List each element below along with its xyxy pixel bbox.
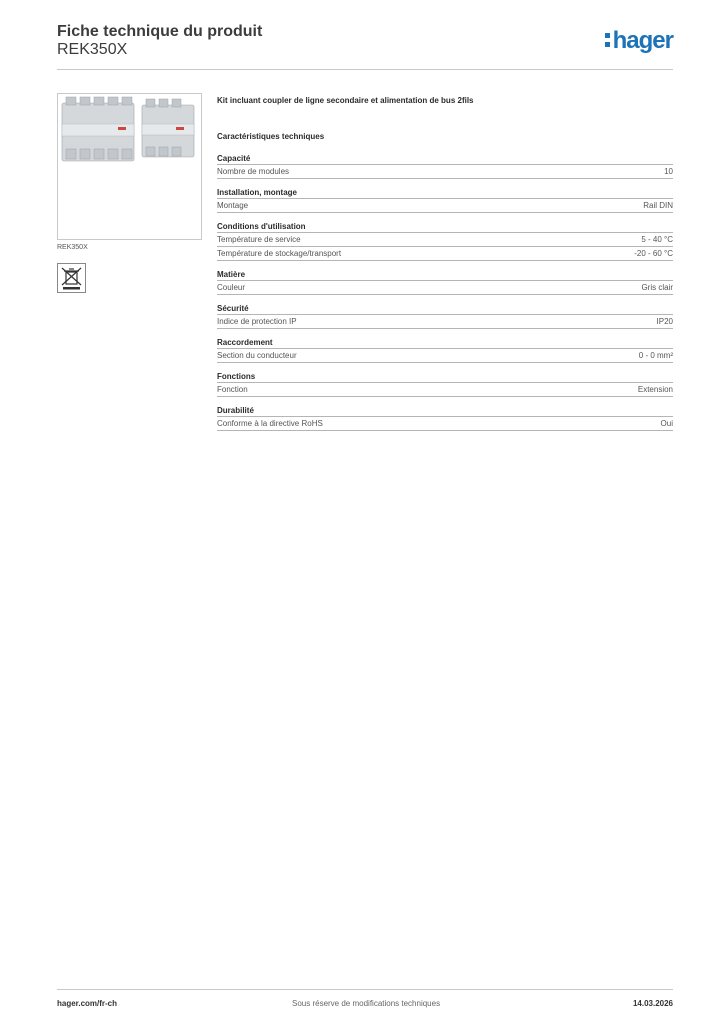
spec-value: 5 - 40 °C: [641, 235, 673, 244]
page-footer: [57, 989, 673, 1009]
spec-group: [217, 153, 673, 179]
spec-label: Montage: [217, 201, 249, 210]
spec-group: [217, 221, 673, 261]
spec-label: Température de service: [217, 235, 301, 244]
spec-group-title: Conditions d'utilisation: [217, 221, 673, 233]
spec-value: Extension: [637, 385, 673, 394]
spec-label: Section du conducteur: [217, 351, 297, 360]
spec-row: [217, 349, 673, 363]
spec-label: Température de stockage/transport: [217, 249, 342, 258]
spec-value: Rail DIN: [643, 201, 673, 210]
logo-colon-icon: [605, 33, 611, 47]
spec-group-title: Raccordement: [217, 337, 673, 349]
product-image: [57, 93, 202, 240]
spec-group: [217, 303, 673, 329]
spec-row: [217, 383, 673, 397]
spec-group-title: Matière: [217, 269, 673, 281]
spec-label: Nombre de modules: [217, 167, 290, 176]
spec-label: Couleur: [217, 283, 246, 292]
spec-group: [217, 371, 673, 397]
spec-group-title: Durabilité: [217, 405, 673, 417]
footer-website-link[interactable]: hager.com/fr-ch: [57, 999, 118, 1008]
spec-row: [217, 233, 673, 247]
spec-row: [217, 315, 673, 329]
page-title: Fiche technique du produit: [57, 23, 263, 40]
spec-value: 0 - 0 mm²: [638, 351, 673, 360]
spec-value: IP20: [656, 317, 673, 326]
hager-logo: hager: [605, 28, 673, 54]
footer-note: Sous réserve de modifications techniques: [292, 999, 441, 1008]
product-image-caption: REK350X: [57, 244, 88, 251]
spec-value: -20 - 60 °C: [634, 249, 673, 258]
spec-row: [217, 247, 673, 261]
spec-label: Indice de protection IP: [217, 317, 297, 326]
page-header: [57, 22, 673, 70]
spec-group: [217, 187, 673, 213]
spec-group: [217, 337, 673, 363]
spec-value: Gris clair: [641, 283, 673, 292]
specifications: [217, 96, 673, 439]
spec-label: Fonction: [217, 385, 248, 394]
spec-value: Oui: [660, 419, 673, 428]
spec-group: [217, 269, 673, 295]
product-description: Kit incluant coupler de ligne secondaire et alimentation de bus 2fils: [217, 96, 474, 105]
crossed-bin-icon: [57, 263, 86, 293]
spec-row: [217, 417, 673, 431]
spec-label: Conforme à la directive RoHS: [217, 419, 323, 428]
product-illustration: [58, 94, 201, 239]
footer-date: 14.03.2026: [632, 999, 673, 1008]
spec-group-title: Installation, montage: [217, 187, 673, 199]
features-heading: Caractéristiques techniques: [217, 132, 325, 141]
spec-group: [217, 405, 673, 431]
spec-value: 10: [664, 167, 673, 176]
spec-group-title: Capacité: [217, 153, 673, 165]
spec-group-title: Sécurité: [217, 303, 673, 315]
spec-row: [217, 281, 673, 295]
spec-group-title: Fonctions: [217, 371, 673, 383]
product-reference: REK350X: [57, 41, 128, 58]
spec-groups: [217, 153, 673, 431]
spec-row: [217, 165, 673, 179]
spec-row: [217, 199, 673, 213]
